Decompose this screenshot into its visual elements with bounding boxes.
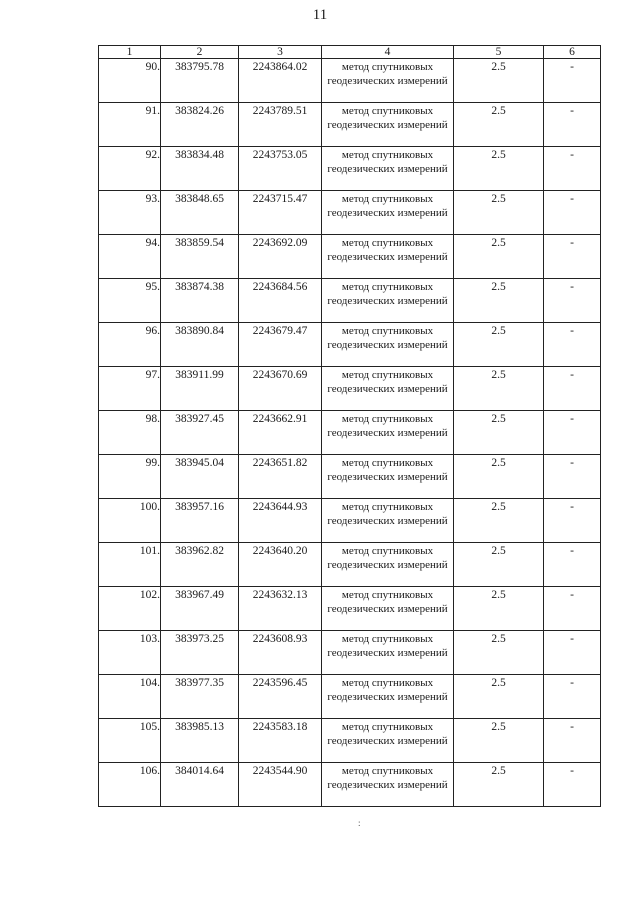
note-cell: - bbox=[544, 455, 601, 499]
note-cell: - bbox=[544, 719, 601, 763]
header-col-5: 5 bbox=[454, 46, 544, 59]
point-number: 94. bbox=[99, 235, 161, 279]
method-cell: метод спутниковых геодезических измерений bbox=[322, 719, 454, 763]
table-row bbox=[99, 411, 601, 455]
accuracy-cell: 2.5 bbox=[454, 675, 544, 719]
method-cell: метод спутниковых геодезических измерений bbox=[322, 323, 454, 367]
coordinate-y: 2243670.69 bbox=[239, 367, 322, 411]
header-col-3: 3 bbox=[239, 46, 322, 59]
coordinate-y: 2243789.51 bbox=[239, 103, 322, 147]
method-cell: метод спутниковых геодезических измерений bbox=[322, 147, 454, 191]
point-number: 98. bbox=[99, 411, 161, 455]
accuracy-cell: 2.5 bbox=[454, 323, 544, 367]
table-row bbox=[99, 587, 601, 631]
coordinate-y: 2243679.47 bbox=[239, 323, 322, 367]
coordinate-x: 383795.78 bbox=[161, 59, 239, 103]
note-cell: - bbox=[544, 103, 601, 147]
table-row bbox=[99, 499, 601, 543]
accuracy-cell: 2.5 bbox=[454, 147, 544, 191]
point-number: 99. bbox=[99, 455, 161, 499]
table-row bbox=[99, 147, 601, 191]
coordinate-x: 384014.64 bbox=[161, 763, 239, 807]
coordinate-y: 2243644.93 bbox=[239, 499, 322, 543]
note-cell: - bbox=[544, 543, 601, 587]
table-row bbox=[99, 675, 601, 719]
table-row bbox=[99, 367, 601, 411]
note-cell: - bbox=[544, 763, 601, 807]
coordinate-x: 383957.16 bbox=[161, 499, 239, 543]
point-number: 92. bbox=[99, 147, 161, 191]
coordinate-x: 383859.54 bbox=[161, 235, 239, 279]
coordinate-x: 383890.84 bbox=[161, 323, 239, 367]
method-cell: метод спутниковых геодезических измерений bbox=[322, 367, 454, 411]
header-col-4: 4 bbox=[322, 46, 454, 59]
coordinate-x: 383973.25 bbox=[161, 631, 239, 675]
accuracy-cell: 2.5 bbox=[454, 59, 544, 103]
method-cell: метод спутниковых геодезических измерений bbox=[322, 59, 454, 103]
coordinate-y: 2243662.91 bbox=[239, 411, 322, 455]
coordinates-table bbox=[98, 45, 601, 807]
coordinate-x: 383834.48 bbox=[161, 147, 239, 191]
method-cell: метод спутниковых геодезических измерений bbox=[322, 191, 454, 235]
accuracy-cell: 2.5 bbox=[454, 719, 544, 763]
table-row bbox=[99, 719, 601, 763]
table-row bbox=[99, 455, 601, 499]
method-cell: метод спутниковых геодезических измерений bbox=[322, 279, 454, 323]
coordinate-y: 2243692.09 bbox=[239, 235, 322, 279]
coordinate-y: 2243640.20 bbox=[239, 543, 322, 587]
note-cell: - bbox=[544, 631, 601, 675]
accuracy-cell: 2.5 bbox=[454, 279, 544, 323]
coordinate-y: 2243583.18 bbox=[239, 719, 322, 763]
table-row bbox=[99, 191, 601, 235]
coordinate-y: 2243608.93 bbox=[239, 631, 322, 675]
coordinate-y: 2243684.56 bbox=[239, 279, 322, 323]
point-number: 91. bbox=[99, 103, 161, 147]
table-row bbox=[99, 103, 601, 147]
accuracy-cell: 2.5 bbox=[454, 103, 544, 147]
point-number: 96. bbox=[99, 323, 161, 367]
coordinate-x: 383824.26 bbox=[161, 103, 239, 147]
note-cell: - bbox=[544, 323, 601, 367]
coordinate-x: 383911.99 bbox=[161, 367, 239, 411]
accuracy-cell: 2.5 bbox=[454, 543, 544, 587]
point-number: 93. bbox=[99, 191, 161, 235]
method-cell: метод спутниковых геодезических измерений bbox=[322, 455, 454, 499]
note-cell: - bbox=[544, 675, 601, 719]
accuracy-cell: 2.5 bbox=[454, 587, 544, 631]
table-row bbox=[99, 631, 601, 675]
table-row bbox=[99, 543, 601, 587]
note-cell: - bbox=[544, 411, 601, 455]
header-col-6: 6 bbox=[544, 46, 601, 59]
page-number: 11 bbox=[312, 7, 328, 23]
point-number: 95. bbox=[99, 279, 161, 323]
coordinate-x: 383967.49 bbox=[161, 587, 239, 631]
method-cell: метод спутниковых геодезических измерений bbox=[322, 587, 454, 631]
method-cell: метод спутниковых геодезических измерений bbox=[322, 103, 454, 147]
coordinate-x: 383945.04 bbox=[161, 455, 239, 499]
coordinate-y: 2243864.02 bbox=[239, 59, 322, 103]
coordinate-x: 383927.45 bbox=[161, 411, 239, 455]
note-cell: - bbox=[544, 587, 601, 631]
table-row bbox=[99, 763, 601, 807]
accuracy-cell: 2.5 bbox=[454, 367, 544, 411]
table-row bbox=[99, 235, 601, 279]
coordinate-y: 2243753.05 bbox=[239, 147, 322, 191]
coordinate-y: 2243544.90 bbox=[239, 763, 322, 807]
accuracy-cell: 2.5 bbox=[454, 499, 544, 543]
coordinate-x: 383962.82 bbox=[161, 543, 239, 587]
method-cell: метод спутниковых геодезических измерений bbox=[322, 411, 454, 455]
point-number: 104. bbox=[99, 675, 161, 719]
coordinate-y: 2243632.13 bbox=[239, 587, 322, 631]
point-number: 100. bbox=[99, 499, 161, 543]
note-cell: - bbox=[544, 235, 601, 279]
note-cell: - bbox=[544, 191, 601, 235]
table-header-row bbox=[99, 46, 601, 59]
point-number: 103. bbox=[99, 631, 161, 675]
coordinate-x: 383848.65 bbox=[161, 191, 239, 235]
method-cell: метод спутниковых геодезических измерений bbox=[322, 763, 454, 807]
note-cell: - bbox=[544, 279, 601, 323]
point-number: 105. bbox=[99, 719, 161, 763]
table-body bbox=[99, 59, 601, 807]
point-number: 90. bbox=[99, 59, 161, 103]
footer-mark: : bbox=[358, 818, 361, 828]
note-cell: - bbox=[544, 367, 601, 411]
note-cell: - bbox=[544, 59, 601, 103]
accuracy-cell: 2.5 bbox=[454, 631, 544, 675]
point-number: 106. bbox=[99, 763, 161, 807]
coordinate-y: 2243651.82 bbox=[239, 455, 322, 499]
coordinate-x: 383874.38 bbox=[161, 279, 239, 323]
method-cell: метод спутниковых геодезических измерений bbox=[322, 543, 454, 587]
coordinate-x: 383977.35 bbox=[161, 675, 239, 719]
table-row bbox=[99, 323, 601, 367]
accuracy-cell: 2.5 bbox=[454, 455, 544, 499]
accuracy-cell: 2.5 bbox=[454, 191, 544, 235]
point-number: 101. bbox=[99, 543, 161, 587]
accuracy-cell: 2.5 bbox=[454, 235, 544, 279]
point-number: 102. bbox=[99, 587, 161, 631]
method-cell: метод спутниковых геодезических измерений bbox=[322, 675, 454, 719]
header-col-1: 1 bbox=[99, 46, 161, 59]
coordinate-y: 2243596.45 bbox=[239, 675, 322, 719]
table-row bbox=[99, 59, 601, 103]
coordinate-x: 383985.13 bbox=[161, 719, 239, 763]
note-cell: - bbox=[544, 147, 601, 191]
method-cell: метод спутниковых геодезических измерений bbox=[322, 235, 454, 279]
method-cell: метод спутниковых геодезических измерений bbox=[322, 631, 454, 675]
header-col-2: 2 bbox=[161, 46, 239, 59]
accuracy-cell: 2.5 bbox=[454, 411, 544, 455]
note-cell: - bbox=[544, 499, 601, 543]
table-row bbox=[99, 279, 601, 323]
point-number: 97. bbox=[99, 367, 161, 411]
accuracy-cell: 2.5 bbox=[454, 763, 544, 807]
method-cell: метод спутниковых геодезических измерений bbox=[322, 499, 454, 543]
coordinate-y: 2243715.47 bbox=[239, 191, 322, 235]
